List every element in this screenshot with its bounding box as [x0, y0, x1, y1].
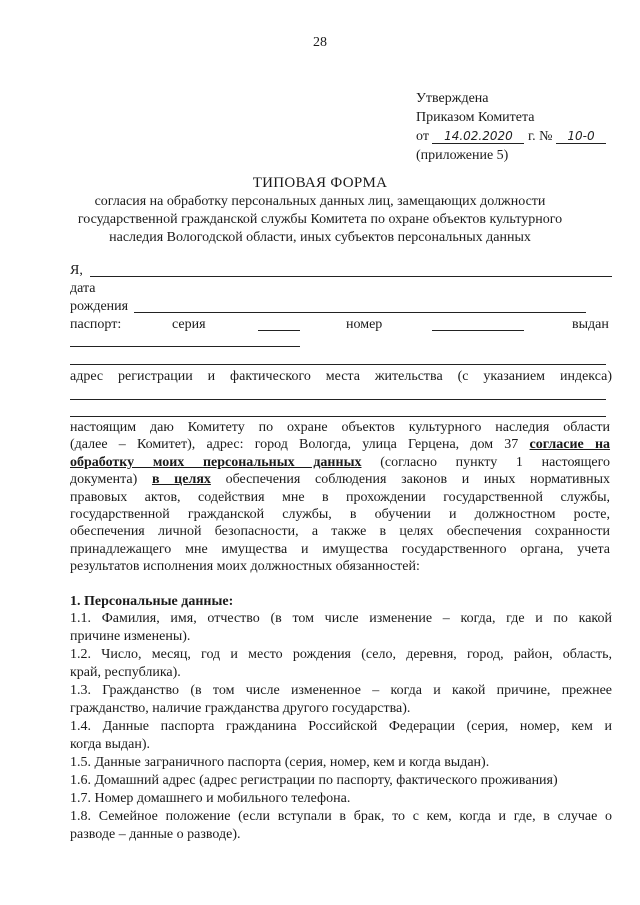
approval-date-prefix: от [416, 129, 429, 144]
number-field-line[interactable] [432, 330, 524, 331]
consent-emphasis-1: согласие на [529, 437, 611, 453]
consent-row-5: правовых актов, содействия мне в прохождении государственной службы, [70, 489, 610, 505]
number-label: номер [346, 317, 383, 332]
item-1-2-line-1: 1.2. Число, месяц, год и место рождения (село, деревня, город, район, область, [70, 647, 612, 662]
consent-paragraph [70, 419, 610, 576]
consent-row-4-text-b: обеспечения соблюдения законов и иных нормативных [225, 472, 610, 488]
section-1-heading: 1. Персональные данные: [70, 594, 234, 609]
consent-row-4 [70, 471, 610, 488]
birthdate-field-line[interactable] [134, 312, 586, 313]
passport-label: паспорт: [70, 317, 122, 332]
issued-label: выдан [572, 317, 609, 332]
address-field-line-1[interactable] [70, 399, 606, 400]
form-subtitle: согласия на обработку персональных данных лиц, замещающих должности государственной гражданской службы Комитета по охране объектов культурного наследия Вологодской области, иных субъектов персональных данных [77, 194, 563, 245]
address-label: адрес регистрации и фактического места жительства (с указанием индекса) [70, 369, 612, 384]
list-item [70, 646, 612, 681]
issued-field-line-2[interactable] [70, 364, 606, 365]
item-1-1-line-2: причине изменены). [70, 628, 191, 644]
list-item [70, 790, 612, 808]
approval-line-1: Утверждена [416, 91, 489, 106]
consent-row-2-text: (далее – Комитет), адрес: город Вологда, улица Герцена, дом 37 [70, 437, 519, 453]
form-title: ТИПОВАЯ ФОРМА [252, 175, 388, 191]
series-label: серия [172, 317, 206, 332]
item-1-4-line-2: когда выдан). [70, 736, 150, 752]
item-1-6-line-1: 1.6. Домашний адрес (адрес регистрации по паспорту, фактического проживания) [70, 773, 558, 788]
list-item [70, 754, 612, 772]
name-field-line[interactable] [90, 276, 612, 277]
consent-row-2 [70, 436, 610, 453]
item-1-3-line-2: гражданство, наличие гражданства другого государства). [70, 700, 411, 716]
date-label: дата [70, 281, 96, 296]
item-1-1-line-1: 1.1. Фамилия, имя, отчество (в том числе изменение – когда, где и по какой [70, 611, 612, 626]
approval-block [416, 89, 626, 165]
consent-row-1: настоящим даю Комитету по охране объектов культурного наследия области [70, 420, 610, 435]
page-number: 28 [313, 35, 327, 50]
ya-label: Я, [70, 263, 83, 278]
consent-row-7: обеспечения личной безопасности, а также в целях обеспечения сохранности [70, 524, 610, 540]
consent-row-3-text: (согласно пункту 1 настоящего [380, 454, 610, 470]
consent-row-4-text-a: документа) [70, 472, 138, 488]
approval-line-4: (приложение 5) [416, 148, 509, 163]
item-1-2-line-2: край, республика). [70, 664, 181, 680]
approval-number-prefix: г. № [527, 129, 553, 144]
consent-emphasis-3: в целях [151, 472, 211, 488]
item-1-8-line-1: 1.8. Семейное положение (если вступали в брак, то с кем, когда и где, в случае о [70, 809, 612, 824]
consent-row-3 [70, 454, 610, 471]
list-item [70, 772, 612, 790]
approval-date-line [416, 127, 626, 146]
item-1-4-line-1: 1.4. Данные паспорта гражданина Российской Федерации (серия, номер, кем и [70, 719, 612, 734]
address-field-line-2[interactable] [70, 416, 606, 417]
birth-label: рождения [70, 299, 129, 314]
consent-emphasis-2: обработку моих персональных данных [70, 454, 362, 470]
approval-line-2: Приказом Комитета [416, 110, 535, 125]
approval-number-value: 10-0 [556, 130, 606, 144]
list-item [70, 610, 612, 645]
consent-row-9: результатов исполнения моих должностных обязанностей: [70, 559, 420, 575]
issued-field-line-1[interactable] [70, 346, 300, 347]
consent-row-6: государственной гражданской службы, в обучении и должностном росте, [70, 506, 610, 522]
approval-date-value: 14.02.2020 [432, 130, 524, 144]
consent-row-8: принадлежащего мне имущества и имущества государственного органа, учета [70, 541, 610, 557]
item-1-3-line-1: 1.3. Гражданство (в том числе измененное – когда и какой причине, прежнее [70, 683, 612, 698]
item-1-7-line-1: 1.7. Номер домашнего и мобильного телефона. [70, 791, 351, 806]
list-item [70, 808, 612, 843]
list-item [70, 682, 612, 717]
item-1-5-line-1: 1.5. Данные заграничного паспорта (серия, номер, кем и когда выдан). [70, 755, 490, 770]
list-item [70, 718, 612, 753]
item-1-8-line-2: разводе – данные о разводе). [70, 826, 241, 842]
series-field-line[interactable] [258, 330, 300, 331]
